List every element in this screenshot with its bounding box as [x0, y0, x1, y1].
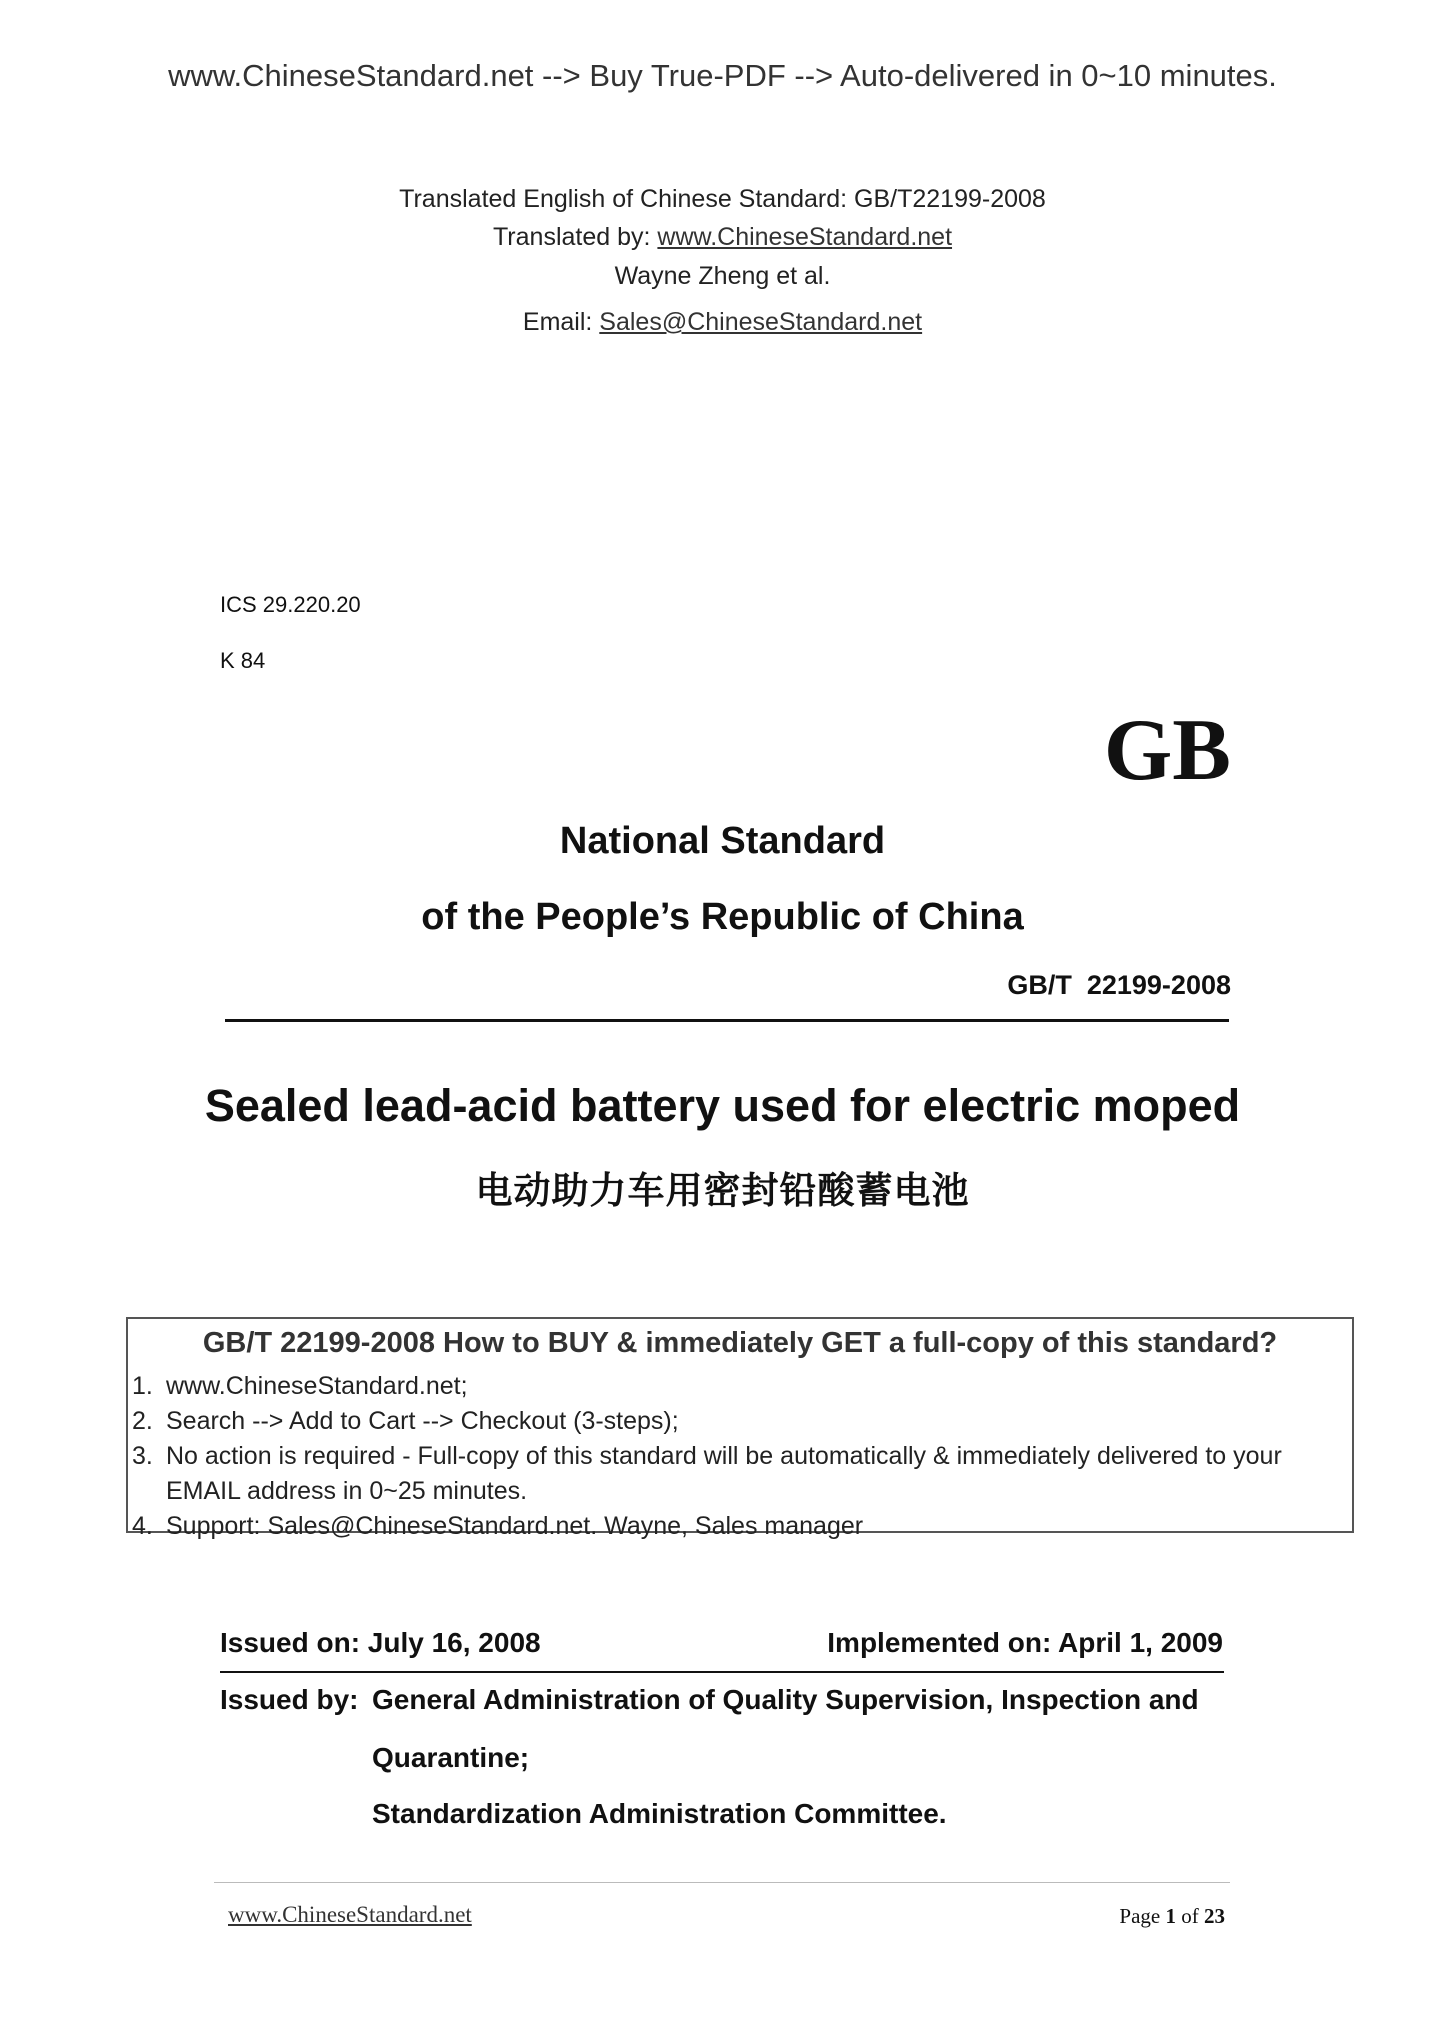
page-of: of: [1176, 1904, 1204, 1928]
translated-by: [0, 223, 1445, 252]
list-item: [132, 1509, 1342, 1544]
list-item: [132, 1404, 1342, 1439]
list-item-number: 2.: [132, 1407, 153, 1435]
issued-by-line: General Administration of Quality Supervision, Inspection and: [372, 1684, 1199, 1715]
gb-mark: GB: [1103, 702, 1231, 799]
buy-steps-list: [132, 1369, 1342, 1544]
ccs-code: K 84: [220, 648, 266, 673]
standard-code: GB/T 22199-2008: [1007, 970, 1231, 1000]
national-standard-title: National Standard: [559, 820, 886, 862]
translated-by-link[interactable]: www.ChineseStandard.net: [657, 223, 953, 251]
email-line: [0, 308, 1445, 337]
implemented-on: Implemented on: April 1, 2009: [827, 1627, 1223, 1658]
page-total: 23: [1204, 1904, 1225, 1928]
email-label: Email:: [522, 308, 600, 336]
page-current: 1: [1165, 1904, 1176, 1928]
meta-divider: [220, 1671, 1224, 1673]
list-item: [132, 1439, 1342, 1509]
translated-by-label: Translated by:: [492, 223, 658, 251]
list-item-text: No action is required - Full-copy of this standard will be automatically & immediately delivered to your EMAIL address in 0~25 minutes.: [166, 1442, 1282, 1505]
buy-box-heading: GB/T 22199-2008 How to BUY & immediately GET a full-copy of this standard?: [202, 1327, 1278, 1359]
list-item-text: www.ChineseStandard.net;: [166, 1372, 468, 1400]
prc-title: of the People’s Republic of China: [421, 896, 1024, 938]
list-item-number: 1.: [132, 1372, 153, 1400]
translator-name: Wayne Zheng et al.: [614, 262, 831, 290]
document-title-zh: 电动助力车用密封铅酸蓄电池: [475, 1170, 970, 1211]
page-prefix: Page: [1119, 1904, 1166, 1928]
issued-by-label: Issued by:: [220, 1684, 359, 1715]
ics-code: ICS 29.220.20: [220, 592, 361, 617]
list-item-number: 4.: [132, 1512, 153, 1540]
issued-on: Issued on: July 16, 2008: [220, 1627, 541, 1658]
document-title-en: Sealed lead-acid battery used for electric moped: [204, 1080, 1241, 1131]
translation-title: Translated English of Chinese Standard: GB/T22199-2008: [399, 185, 1046, 213]
list-item: [132, 1369, 1342, 1404]
issued-by-line: Standardization Administration Committee.: [372, 1798, 947, 1829]
list-item-number: 3.: [132, 1442, 153, 1470]
top-banner: www.ChineseStandard.net --> Buy True-PDF --> Auto-delivered in 0~10 minutes.: [168, 58, 1277, 93]
email-link[interactable]: Sales@ChineseStandard.net: [599, 308, 923, 336]
footer-divider: [214, 1882, 1230, 1883]
list-item-text: Support: Sales@ChineseStandard.net. Wayne, Sales manager: [166, 1512, 864, 1540]
buy-info-box: [126, 1317, 1354, 1540]
title-divider: [225, 1019, 1229, 1022]
list-item-text: Search --> Add to Cart --> Checkout (3-steps);: [166, 1407, 679, 1435]
page-number: [1119, 1904, 1225, 1929]
issued-by-line: Quarantine;: [372, 1742, 530, 1773]
footer-site-link[interactable]: www.ChineseStandard.net: [228, 1902, 472, 1927]
